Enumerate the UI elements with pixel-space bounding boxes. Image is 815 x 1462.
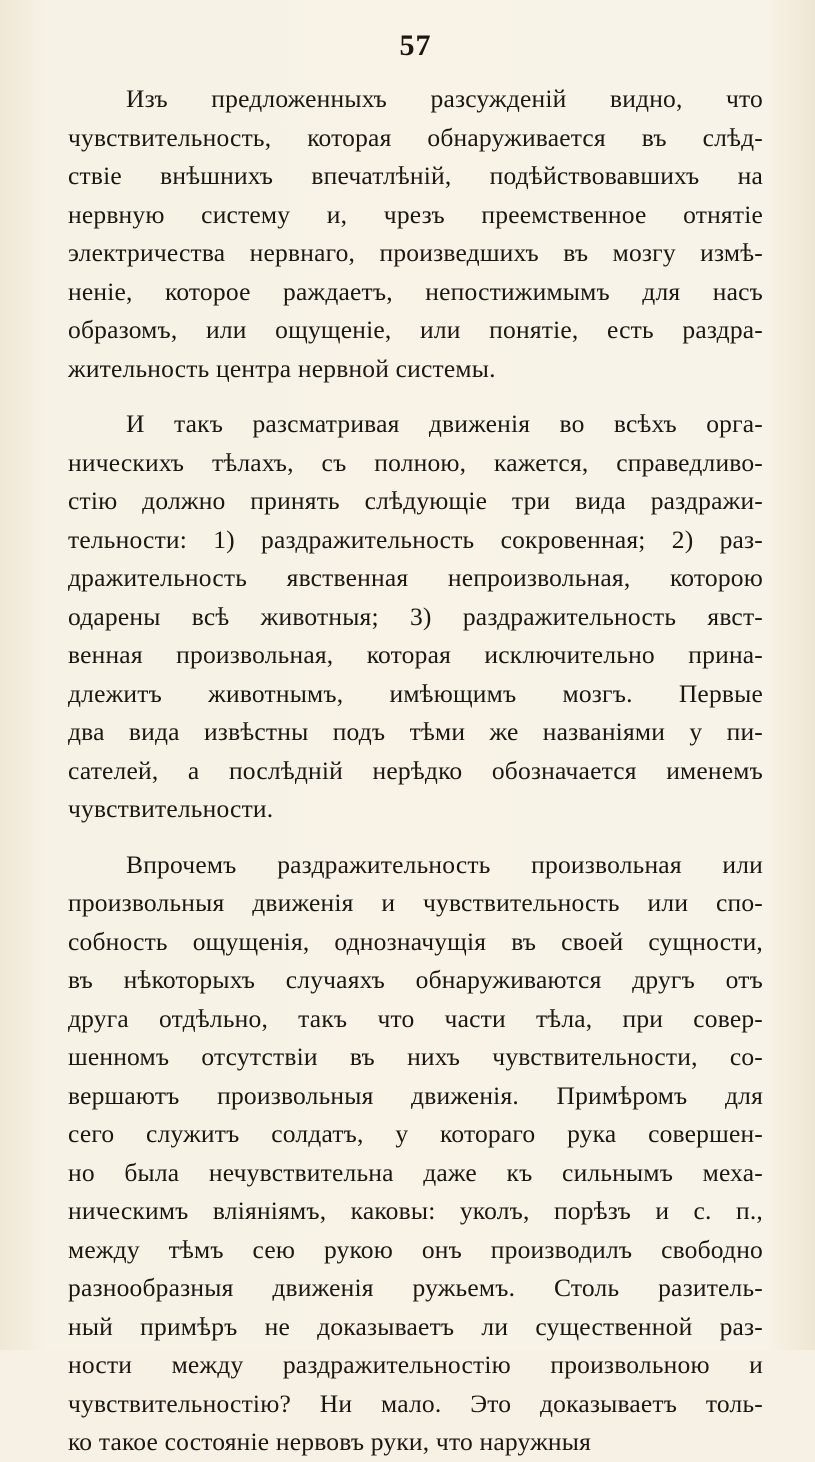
text-line: ническихъ тѣлахъ, съ полною, кажется, справедливо- [68, 447, 763, 477]
text-line: сателей, а послѣдній нерѣдко обозначается именемъ [68, 755, 763, 785]
text-line: сего служитъ солдатъ, у котораго рука совершен- [68, 1119, 763, 1148]
text-line: ствіе внѣшнихъ впечатлѣній, подѣйствовавшихъ на [68, 161, 763, 190]
text-line: И такъ разсматривая движенія во всѣхъ орга- [126, 409, 763, 438]
paragraph [68, 405, 763, 829]
text-line: вершаютъ произвольныя движенія. Примѣромъ для [68, 1080, 763, 1110]
text-line: неніе, которое раждаетъ, непостижимымъ для насъ [68, 276, 763, 306]
text-line: нервную систему и, чрезъ преемственное отнятіе [68, 199, 763, 229]
text-line: Изъ предложенныхъ разсужденій видно, что [126, 84, 763, 113]
text-line: образомъ, или ощущеніе, или понятіе, есть раздра- [68, 315, 763, 344]
text-line: стію должно принять слѣдующіе три вида раздражи- [68, 486, 763, 515]
paragraph [68, 846, 763, 1462]
text-line: чувствительность, которая обнаруживается въ слѣд- [68, 122, 763, 152]
text-line: дражительность явственная непроизвольная, которою [68, 563, 763, 592]
page-number: 57 [399, 29, 432, 62]
text-line: чувствительностію? Ни мало. Это доказываетъ толь- [68, 1388, 763, 1418]
text-line: два вида извѣстны подъ тѣми же названіями у пи- [68, 717, 763, 746]
text-line: одарены всѣ животныя; 3) раздражительность явст- [68, 601, 763, 631]
text-line: ко такое состояніе нервовъ руки, что наружныя [68, 1427, 592, 1456]
text-line: между тѣмъ сею рукою онъ производилъ свободно [68, 1234, 763, 1264]
page-body [68, 80, 763, 1462]
text-line: жительность центра нервной системы. [68, 353, 496, 383]
text-line: тельности: 1) раздражительность сокровенная; 2) раз- [68, 524, 763, 554]
text-line: но была нечувствительна даже къ сильнымъ меха- [68, 1157, 763, 1187]
text-line: ный примѣръ не доказываетъ ли существенной раз- [68, 1311, 763, 1341]
text-line: электричества нервнаго, произведшихъ въ мозгу измѣ- [68, 238, 763, 267]
text-line: собность ощущенія, однозначущія въ своей сущности, [68, 926, 763, 956]
text-line: ническимъ вліяніямъ, каковы: уколъ, порѣзъ и с. п., [68, 1196, 763, 1225]
paragraph [68, 80, 763, 388]
text-line: друга отдѣльно, такъ что части тѣла, при совер- [68, 1003, 763, 1033]
text-line: шенномъ отсутствіи въ нихъ чувствительности, со- [68, 1042, 763, 1071]
text-line: въ нѣкоторыхъ случаяхъ обнаруживаются другъ отъ [68, 965, 763, 994]
text-line: произвольныя движенія и чувствительность или спо- [68, 888, 763, 917]
text-line: разнообразныя движенія ружьемъ. Столь разитель- [68, 1273, 763, 1302]
text-line: ности между раздражительностію произвольною и [68, 1350, 763, 1379]
text-line: длежитъ животнымъ, имѣющимъ мозгъ. Первые [68, 678, 763, 708]
text-line: чувствительности. [68, 794, 274, 823]
text-line: Впрочемъ раздражительность произвольная или [126, 849, 763, 879]
text-line: венная произвольная, которая исключительно прина- [68, 640, 763, 669]
